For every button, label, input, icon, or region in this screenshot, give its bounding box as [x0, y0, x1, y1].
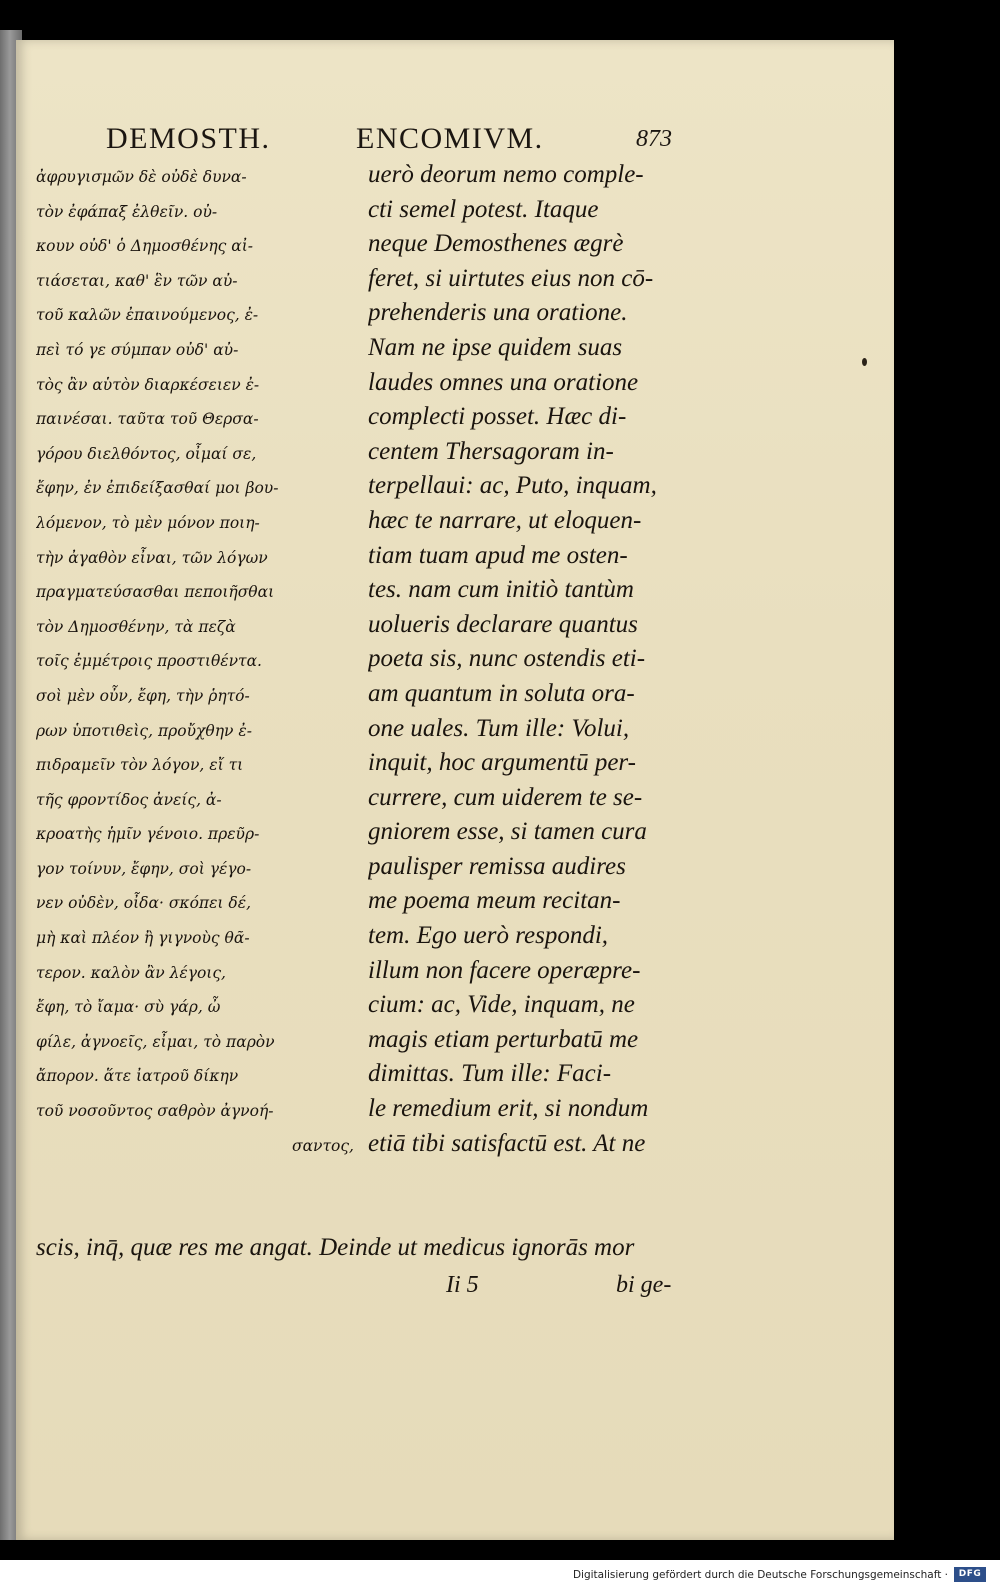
- latin-line: illum non facere operæpre-: [368, 956, 641, 984]
- greek-line: ἔφην, ἐν ἐπιδείξασθαί μοι βου-: [36, 479, 279, 498]
- running-header: [106, 122, 806, 162]
- latin-line: tes. nam cum initiò tantùm: [368, 576, 634, 604]
- greek-column: [36, 160, 366, 1163]
- greek-line: ἄπορον. ἅτε ἰατροῦ δίκην: [36, 1067, 239, 1086]
- greek-line: τοῦ καλῶν ἐπαινούμενος, ἐ-: [36, 306, 259, 325]
- latin-line: paulisper remissa audires: [368, 852, 626, 880]
- greek-line: τιάσεται, καθ' ἓν τῶν αὐ-: [36, 271, 238, 290]
- signature-mark: Ii 5: [446, 1272, 479, 1298]
- latin-line: gniorem esse, si tamen cura: [368, 818, 647, 846]
- greek-line: κουν οὐδ' ὁ Δημοσθένης αἰ-: [36, 237, 254, 256]
- latin-line: one uales. Tum ille: Volui,: [368, 714, 630, 742]
- greek-line: πεὶ τό γε σύμπαν οὐδ' αὐ-: [36, 340, 239, 359]
- greek-line: πιδραμεῖν τὸν λόγον, εἴ τι: [36, 756, 244, 775]
- latin-line: dimittas. Tum ille: Faci-: [368, 1060, 612, 1088]
- greek-line: γον τοίνυν, ἔφην, σοὶ γέγο-: [36, 859, 252, 878]
- greek-line: τερον. καλὸν ἂν λέγοις,: [36, 963, 226, 982]
- latin-line: magis etiam perturbatū me: [368, 1025, 639, 1053]
- greek-line: ρων ὑποτιθεὶς, προὔχθην ἐ-: [36, 721, 252, 740]
- greek-line: τοῖς ἐμμέτροις προστιθέντα.: [36, 652, 262, 671]
- book-page: [16, 40, 894, 1540]
- greek-line: μὴ καὶ πλέον ἢ γιγνοὺς θᾶ-: [36, 929, 250, 948]
- greek-line: νεν οὐδὲν, οἶδα· σκόπει δέ,: [36, 894, 251, 913]
- footer-bar: [0, 1560, 1000, 1590]
- full-width-line: scis, inq̄, quæ res me angat. Deinde ut medicus ignorās mor: [36, 1234, 635, 1261]
- greek-line: τὸν Δημοσθένην, τὰ πεζὰ: [36, 617, 236, 636]
- latin-line: tem. Ego uerò respondi,: [368, 922, 609, 950]
- latin-line: terpellaui: ac, Puto, inquam,: [368, 472, 657, 500]
- latin-line: hæc te narrare, ut eloquen-: [368, 506, 642, 534]
- greek-line: φίλε, ἀγνοεῖς, εἶμαι, τὸ παρὸν: [36, 1032, 275, 1051]
- header-title: ENCOMIVM.: [356, 122, 544, 155]
- latin-line: centem Thersagoram in-: [368, 437, 614, 465]
- latin-line: inquit, hoc argumentū per-: [368, 749, 636, 777]
- latin-line: am quantum in soluta ora-: [368, 679, 635, 707]
- latin-line: neque Demosthenes ægrè: [368, 230, 624, 258]
- latin-line: etiā tibi satisfactū est. At ne: [368, 1129, 646, 1157]
- greek-line: τοῦ νοσοῦντος σαθρὸν ἀγνοή-: [36, 1102, 274, 1121]
- latin-line: currere, cum uiderem te se-: [368, 783, 643, 811]
- catchword: bi ge-: [616, 1272, 672, 1298]
- latin-column: [368, 158, 708, 1161]
- ink-speck: [862, 358, 867, 366]
- greek-line: σαντος,: [292, 1136, 354, 1155]
- latin-line: me poema meum recitan-: [368, 887, 621, 915]
- latin-line: laudes omnes una oratione: [368, 368, 639, 396]
- greek-line: ἔφη, τὸ ἴαμα· σὺ γάρ, ὦ: [36, 998, 221, 1017]
- latin-line: complecti posset. Hæc di-: [368, 403, 627, 431]
- latin-line: uolueris declarare quantus: [368, 610, 638, 638]
- latin-line: poeta sis, nunc ostendis eti-: [368, 645, 646, 673]
- greek-line: σοὶ μὲν οὖν, ἔφη, τὴν ῥητό-: [36, 686, 250, 705]
- greek-line: πραγματεύσασθαι πεποιῆσθαι: [36, 583, 275, 602]
- greek-line: λόμενον, τὸ μὲν μόνον ποιη-: [36, 513, 260, 532]
- greek-line: τὴν ἀγαθὸν εἶναι, τῶν λόγων: [36, 548, 268, 567]
- dfg-logo: DFG: [954, 1567, 986, 1582]
- latin-line: cium: ac, Vide, inquam, ne: [368, 991, 635, 1019]
- header-left: DEMOSTH.: [106, 122, 271, 155]
- greek-line: ἀφρυγισμῶν δὲ οὐδὲ δυνα-: [36, 168, 247, 186]
- greek-line: τὸς ἂν αὑτὸν διαρκέσειεν ἐ-: [36, 375, 260, 394]
- latin-line: cti semel potest. Itaque: [368, 195, 599, 223]
- greek-line: τὸν ἐφάπαξ ἐλθεῖν. οὐ-: [36, 202, 218, 221]
- latin-line: prehenderis una oratione.: [368, 299, 628, 327]
- latin-line: Nam ne ipse quidem suas: [368, 333, 623, 361]
- page-number: 873: [636, 126, 672, 152]
- latin-line: feret, si uirtutes eius non cō-: [368, 264, 654, 292]
- funding-notice: Digitalisierung gefördert durch die Deutsche Forschungsgemeinschaft ·: [572, 1569, 948, 1581]
- latin-line: tiam tuam apud me osten-: [368, 541, 628, 569]
- greek-line: γόρου διελθόντος, οἶμαί σε,: [36, 444, 257, 463]
- greek-line: παινέσαι. ταῦτα τοῦ Θερσα-: [36, 410, 259, 429]
- latin-line: le remedium erit, si nondum: [368, 1095, 649, 1123]
- latin-line: uerò deorum nemo comple-: [368, 161, 644, 188]
- greek-line: κροατὴς ἡμῖν γένοιο. πρεῦρ-: [36, 825, 260, 844]
- greek-line: τῆς φροντίδος ἀνείς, ἀ-: [36, 790, 222, 809]
